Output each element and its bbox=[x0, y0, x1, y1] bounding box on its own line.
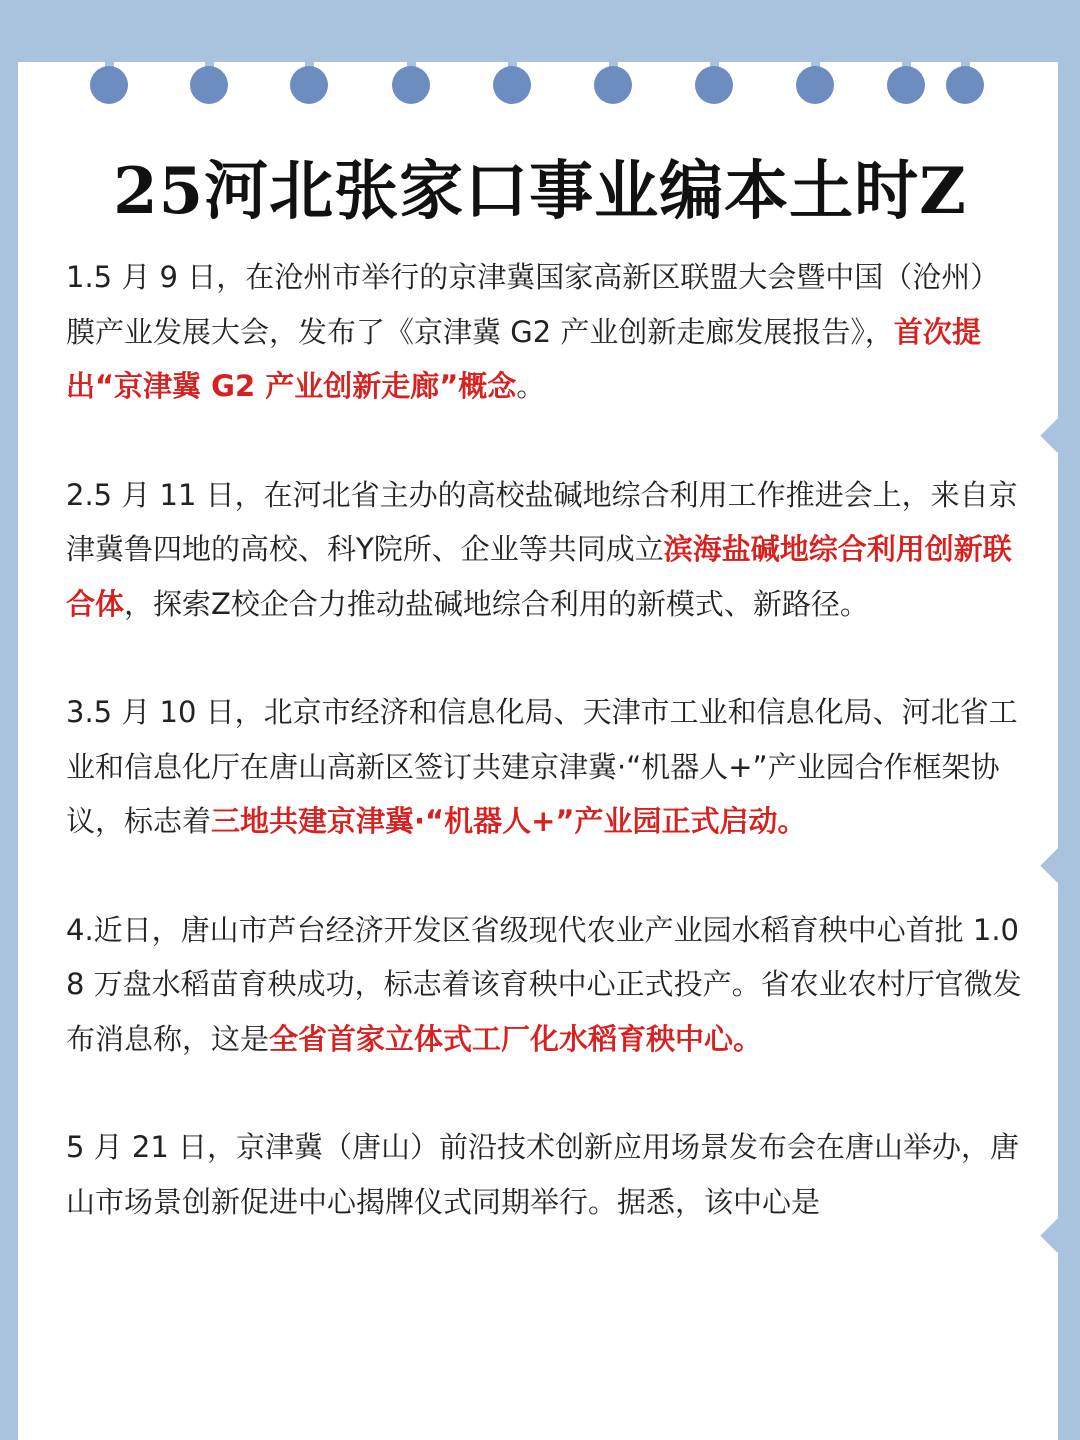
highlight-text: 全省首家立体式工厂化水稻育秧中心。 bbox=[269, 1021, 763, 1056]
news-item-4: 4.近日，唐山市芦台经济开发区省级现代农业产业园水稻育秧中心首批 1.08 万盘水稻苗育秧成功，标志着该育秧中心正式投产。省农业农村厅官微发布消息称，这是全省首家立体式工厂化水稻育秧中心。 bbox=[66, 912, 1022, 1056]
page-edge-notch bbox=[1040, 847, 1075, 882]
binding-ring-icon bbox=[382, 0, 442, 110]
binding-ring-icon bbox=[877, 0, 937, 110]
page-title: 25河北张家口事业编本土时Z bbox=[113, 154, 967, 229]
binding-ring-icon bbox=[80, 0, 140, 110]
binding-ring-icon bbox=[483, 0, 543, 110]
highlight-text: 滨海盐碱地综合利用创新联合体 bbox=[66, 532, 1012, 621]
binding-ring-icon bbox=[786, 0, 846, 110]
news-item-3: 3.5 月 10 日，北京市经济和信息化局、天津市工业和信息化局、河北省工业和信息化厅在唐山高新区签订共建京津冀·“机器人+”产业园合作框架协议，标志着三地共建京津冀·“机器人+”产业园正式启动。 bbox=[66, 695, 1018, 838]
page-edge-notch bbox=[1040, 1217, 1075, 1252]
highlight-text: 三地共建京津冀·“机器人+”产业园正式启动。 bbox=[211, 804, 807, 838]
page-edge-notch bbox=[1040, 417, 1075, 452]
binding-ring-icon bbox=[180, 0, 240, 110]
news-item-1: 1.5 月 9 日，在沧州市举行的京津冀国家高新区联盟大会暨中国（沧州）膜产业发展大会，发布了《京津冀 G2 产业创新走廊发展报告》，首次提出“京津冀 G2 产业创新走廊”概念。 bbox=[66, 260, 1000, 403]
news-item-5: 5 月 21 日，京津冀（唐山）前沿技术创新应用场景发布会在唐山举办，唐山市场景创新促进中心揭牌仪式同期举行。据悉，该中心是 bbox=[66, 1130, 1020, 1219]
binding-ring-icon bbox=[685, 0, 745, 110]
binding-ring-icon bbox=[936, 0, 996, 110]
news-item-2: 2.5 月 11 日，在河北省主办的高校盐碱地综合利用工作推进会上，来自京津冀鲁四地的高校、科Y院所、企业等共同成立滨海盐碱地综合利用创新联合体，探索Z校企合力推动盐碱地综合利用的新模式、新路径。 bbox=[66, 477, 1018, 621]
highlight-text: 首次提出“京津冀 G2 产业创新走廊”概念 bbox=[66, 314, 981, 403]
article-body bbox=[66, 250, 1026, 1283]
binding-ring-icon bbox=[584, 0, 644, 110]
binding-ring-icon bbox=[280, 0, 340, 110]
